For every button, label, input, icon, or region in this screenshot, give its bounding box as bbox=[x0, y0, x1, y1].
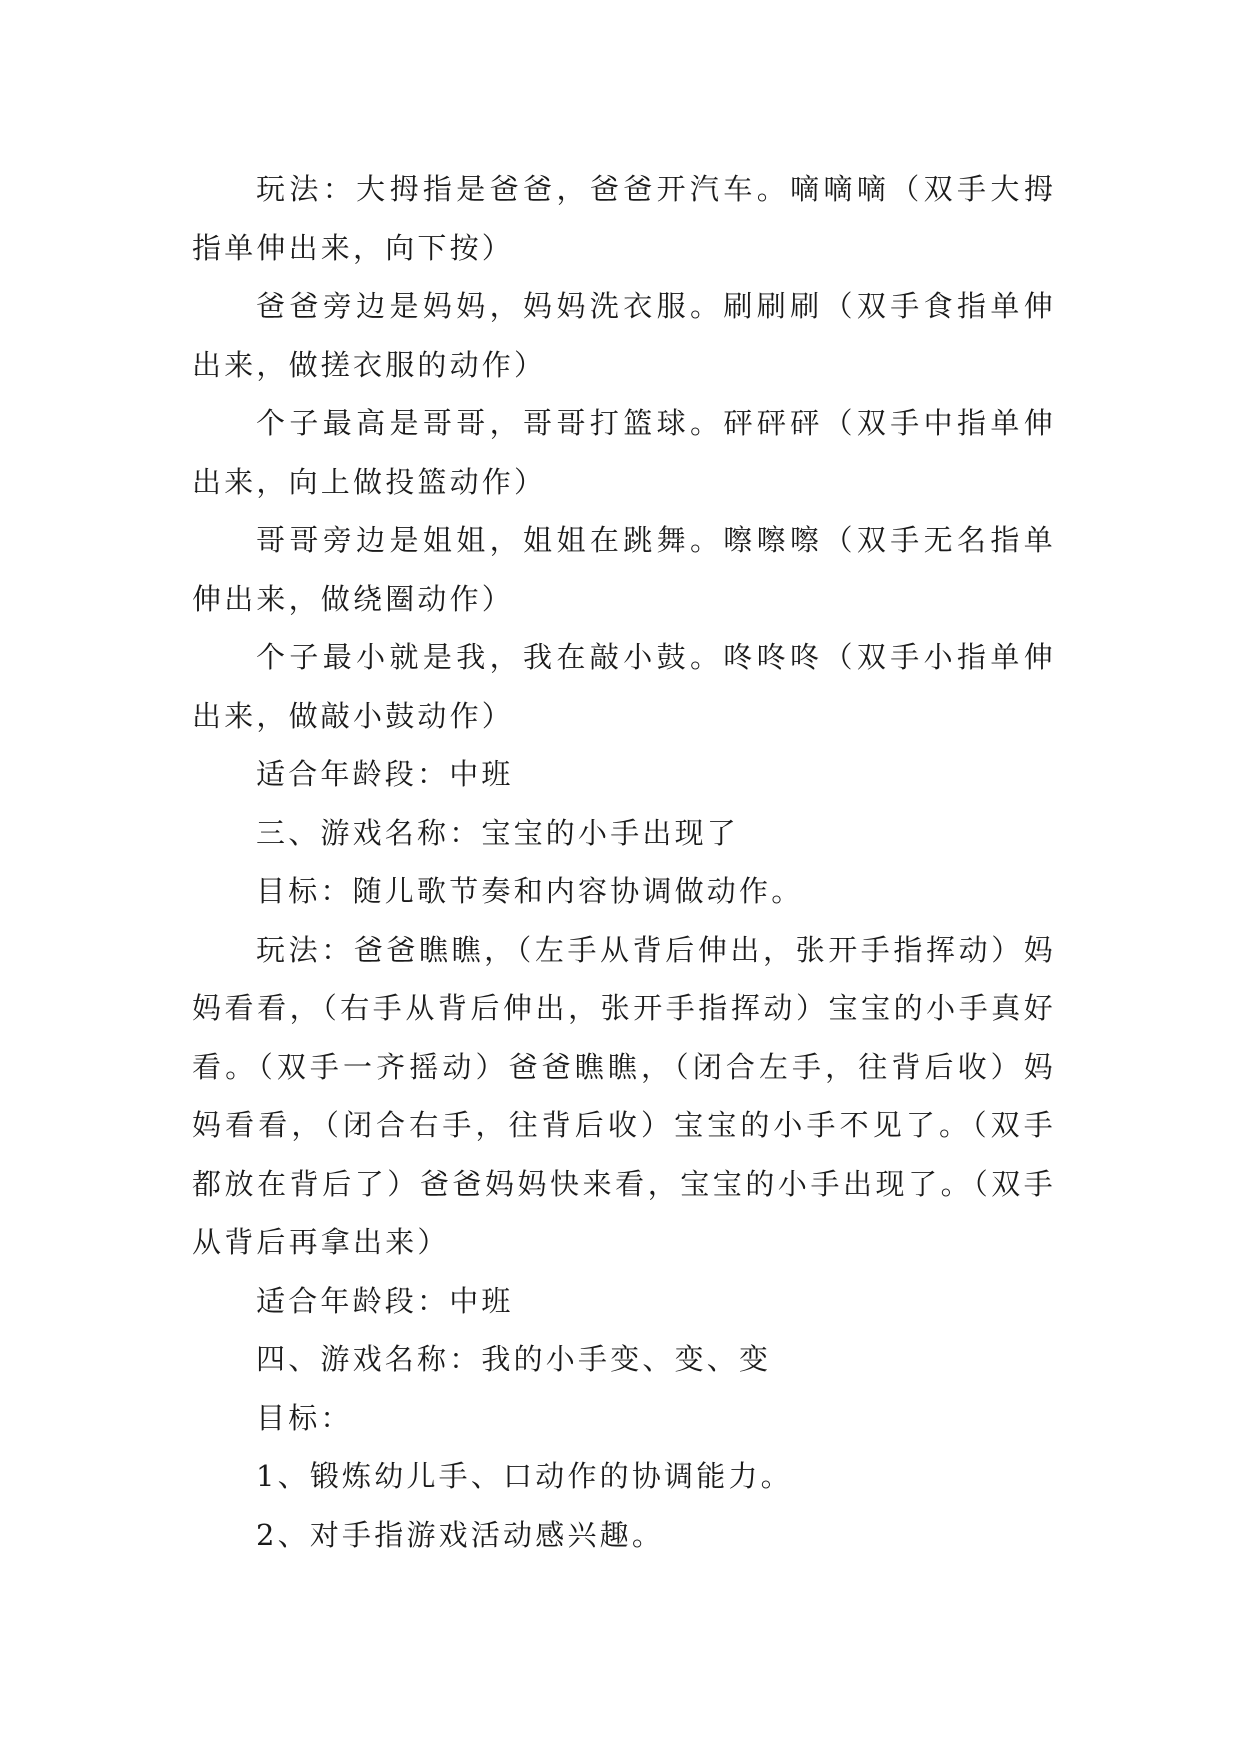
paragraph-play-little: 个子最小就是我，我在敲小鼓。咚咚咚（双手小指单伸出来，做敲小鼓动作） bbox=[192, 640, 1056, 733]
paragraph-play-middle: 个子最高是哥哥，哥哥打篮球。砰砰砰（双手中指单伸出来，向上做投篮动作） bbox=[192, 406, 1056, 499]
list-item-goal-1: 1、锻炼幼儿手、口动作的协调能力。 bbox=[256, 1459, 793, 1493]
paragraph-age-group: 适合年龄段：中班 bbox=[256, 757, 514, 791]
list-item-goal-2: 2、对手指游戏活动感兴趣。 bbox=[256, 1517, 665, 1552]
paragraph-goal-label: 目标： bbox=[256, 1400, 353, 1435]
paragraph-play-index: 爸爸旁边是妈妈，妈妈洗衣服。刷刷刷（双手食指单伸出来，做搓衣服的动作） bbox=[192, 289, 1056, 382]
paragraph-play-thumb: 玩法：大拇指是爸爸，爸爸开汽车。嘀嘀嘀（双手大拇指单伸出来，向下按） bbox=[192, 172, 1056, 265]
section-heading-3: 三、游戏名称：宝宝的小手出现了 bbox=[256, 815, 740, 850]
paragraph-age-group: 适合年龄段：中班 bbox=[256, 1283, 514, 1318]
document-body bbox=[192, 160, 1056, 1564]
paragraph-play-ring: 哥哥旁边是姐姐，姐姐在跳舞。嚓嚓嚓（双手无名指单伸出来，做绕圈动作） bbox=[192, 523, 1056, 616]
section-heading-4: 四、游戏名称：我的小手变、变、变 bbox=[256, 1342, 772, 1376]
paragraph-goal: 目标：随儿歌节奏和内容协调做动作。 bbox=[256, 874, 804, 908]
paragraph-play-hands: 玩法：爸爸瞧瞧，（左手从背后伸出，张开手指挥动）妈妈看看，（右手从背后伸出，张开手指挥动）宝宝的小手真好看。（双手一齐摇动）爸爸瞧瞧，（闭合左手，往背后收）妈妈看看，（闭合右手，往背后收）宝宝的小手不见了。（双手都放在背后了）爸爸妈妈快来看，宝宝的小手出现了。（双手从背后再拿出来） bbox=[192, 932, 1056, 1259]
